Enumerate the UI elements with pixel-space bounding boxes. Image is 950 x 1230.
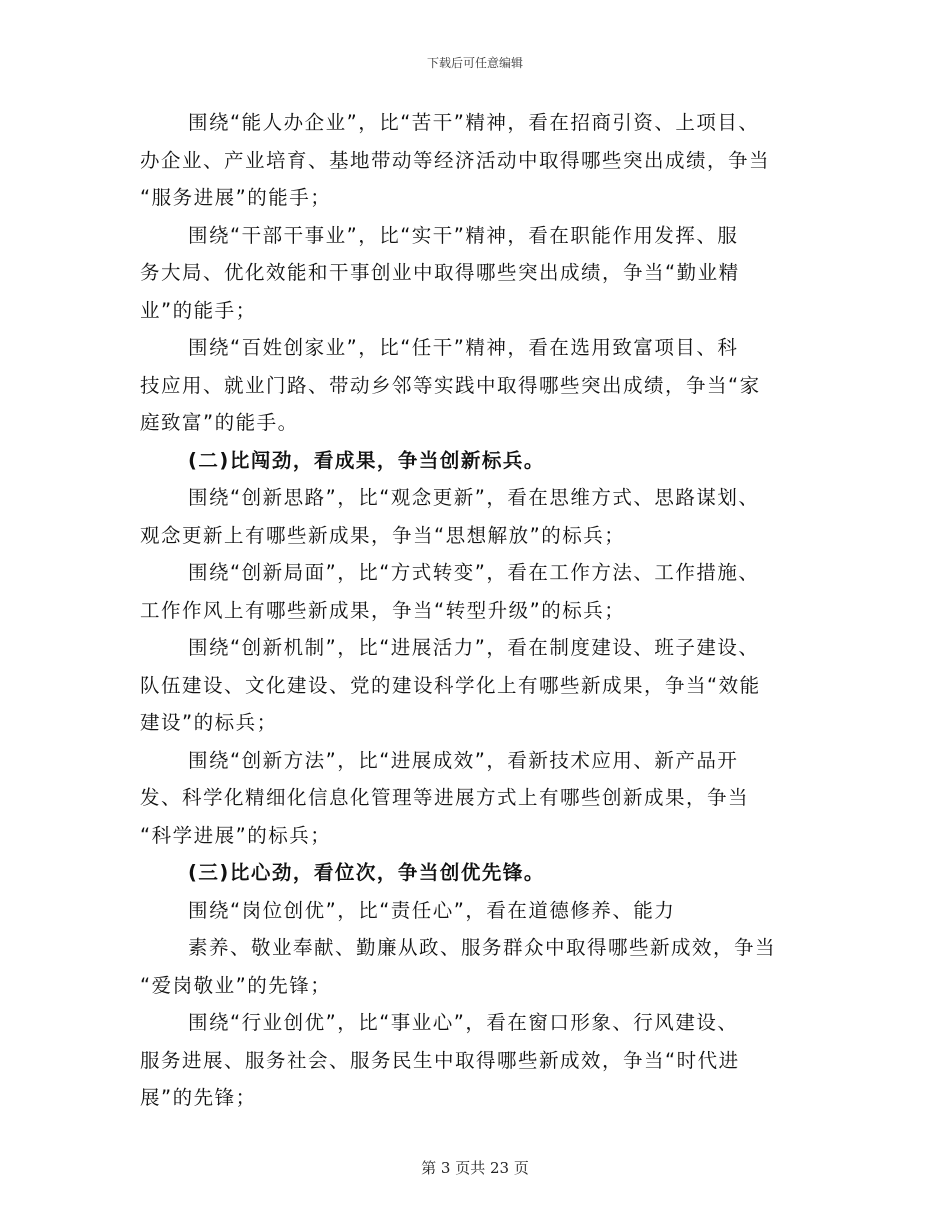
text-line: 围绕“创新方法”，比“进展成效”，看新技术应用、新产品开 bbox=[188, 748, 739, 772]
text-line: 观念更新上有哪些新成果，争当“思想解放”的标兵； bbox=[140, 523, 626, 547]
text-line: “科学进展”的标兵； bbox=[140, 823, 332, 847]
text-line: 务大局、优化效能和干事创业中取得哪些突出成绩，争当“勤业精 bbox=[140, 261, 740, 284]
text-line: 围绕“创新机制”，比“进展活力”，看在制度建设、班子建设、 bbox=[188, 636, 760, 659]
text-line: 办企业、产业培育、基地带动等经济活动中取得哪些突出成绩，争当 bbox=[140, 148, 771, 172]
text-line: 工作作风上有哪些新成果，争当“转型升级”的标兵； bbox=[140, 598, 626, 622]
text-line: 展”的先锋； bbox=[140, 1086, 257, 1109]
text-line: 发、科学化精细化信息化管理等进展方式上有哪些创新成果，争当 bbox=[140, 786, 750, 809]
document-body bbox=[140, 104, 840, 1117]
text-line: 围绕“百姓创家业”，比“任干”精神，看在选用致富项目、科 bbox=[188, 336, 739, 359]
text-line: 建设”的标兵； bbox=[140, 711, 278, 734]
text-line: 庭致富”的能手。 bbox=[140, 411, 299, 434]
text-line: “服务进展”的能手； bbox=[140, 186, 332, 209]
text-line: 围绕“行业创优”，比“事业心”，看在窗口形象、行风建设、 bbox=[188, 1011, 739, 1034]
text-line: 技应用、就业门路、带动乡邻等实践中取得哪些突出成绩，争当“家 bbox=[140, 373, 761, 397]
text-line: 服务进展、服务社会、服务民生中取得哪些新成效，争当“时代进 bbox=[140, 1048, 740, 1072]
text-line: “爱岗敬业”的先锋； bbox=[140, 973, 332, 997]
text-line: 围绕“干部干事业”，比“实干”精神，看在职能作用发挥、服 bbox=[188, 223, 739, 247]
text-line: 围绕“创新局面”，比“方式转变”，看在工作方法、工作措施、 bbox=[188, 561, 760, 584]
text-line: 素养、敬业奉献、勤廉从政、服务群众中取得哪些新成效，争当 bbox=[188, 936, 777, 959]
text-line: 队伍建设、文化建设、党的建设科学化上有哪些新成果，争当“效能 bbox=[140, 673, 761, 697]
text-line: 围绕“创新思路”，比“观念更新”，看在思维方式、思路谋划、 bbox=[188, 486, 760, 509]
page-header: 下载后可任意编辑 bbox=[426, 56, 523, 70]
section-heading: (二)比闯劲，看成果，争当创新标兵。 bbox=[188, 448, 545, 472]
text-line: 围绕“岗位创优”，比“责任心”，看在道德修养、能力 bbox=[188, 898, 676, 922]
text-line: 业”的能手； bbox=[140, 298, 257, 322]
page-number: 第 3 页共 23 页 bbox=[421, 1159, 529, 1177]
text-line: 围绕“能人办企业”，比“苦干”精神，看在招商引资、上项目、 bbox=[188, 111, 760, 134]
section-heading: (三)比心劲，看位次，争当创优先锋。 bbox=[188, 861, 545, 884]
